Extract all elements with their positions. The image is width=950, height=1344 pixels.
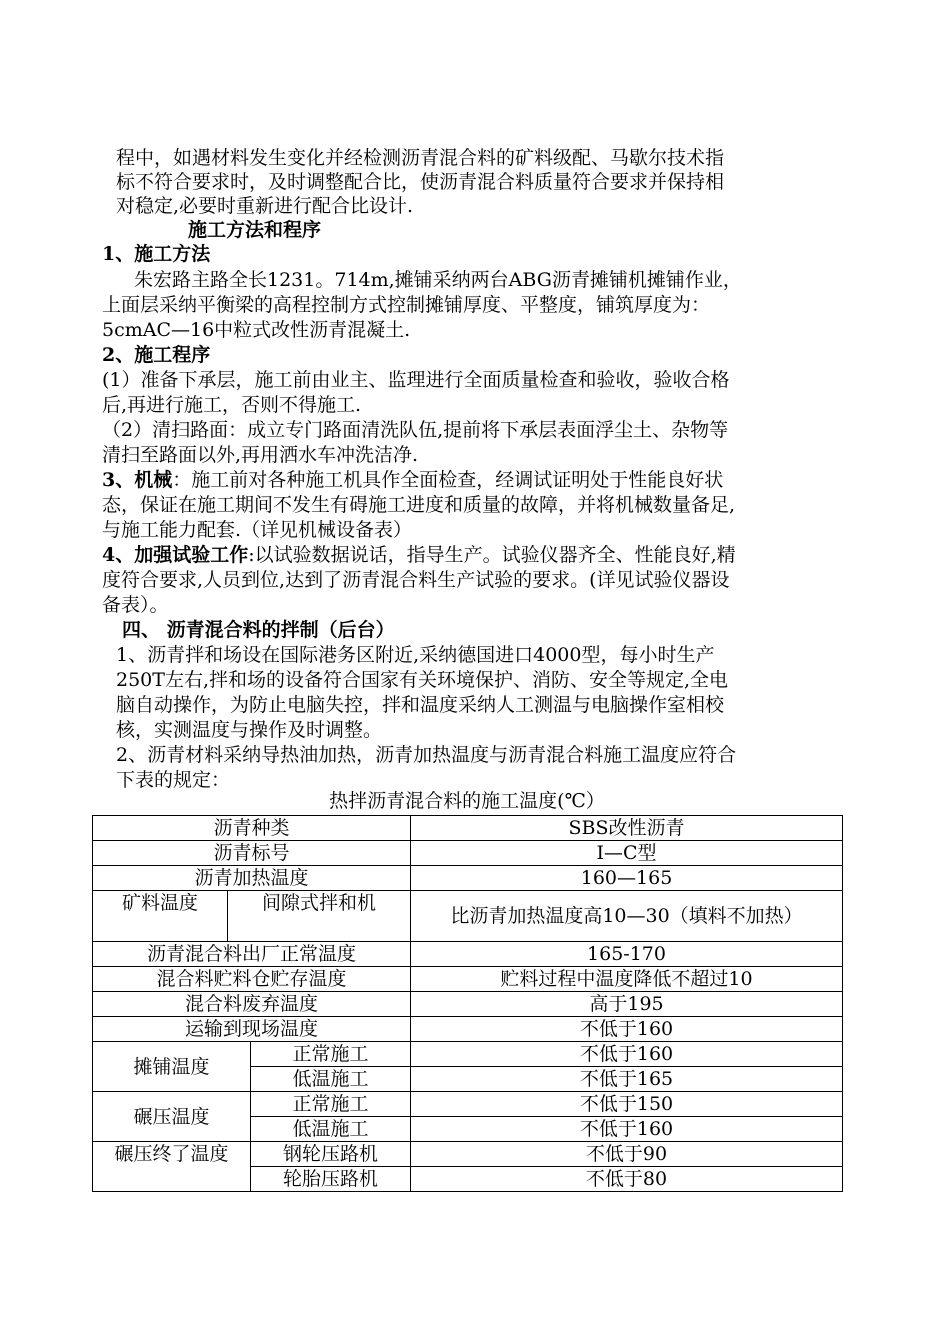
text-line xyxy=(102,468,723,492)
table-cell: 间隙式拌和机 xyxy=(228,891,411,942)
table-cell: 钢轮压路机 xyxy=(251,1142,411,1167)
table-row xyxy=(93,1042,843,1067)
table-cell: 高于195 xyxy=(411,992,843,1017)
table-cell: 不低于160 xyxy=(411,1017,843,1042)
subsection-heading: 2、施工程序 xyxy=(102,344,211,366)
text-line: 对稳定,必要时重新进行配合比设计. xyxy=(116,195,414,217)
table-cell: 沥青加热温度 xyxy=(93,866,411,891)
subsection-heading: 1、施工方法 xyxy=(102,243,211,265)
table-cell: 混合料废弃温度 xyxy=(93,992,411,1017)
text-line: 1、沥青拌和场设在国际港务区附近,采纳德国进口4000型，每小时生产 xyxy=(116,644,715,666)
text-line xyxy=(102,543,736,567)
table-cell: 碾压温度 xyxy=(93,1092,251,1142)
section-heading: 施工方法和程序 xyxy=(188,219,322,241)
text-line: 下表的规定： xyxy=(116,769,231,791)
table-cell: 摊铺温度 xyxy=(93,1042,251,1092)
table-row xyxy=(93,1092,843,1117)
table-cell: SBS改性沥青 xyxy=(411,816,843,841)
table-row xyxy=(93,866,843,891)
inline-text: :以试验数据说话，指导生产。试验仪器齐全、性能良好,精 xyxy=(248,544,736,566)
table-caption: 热拌沥青混合料的施工温度(℃） xyxy=(329,790,605,812)
table-cell: 160—165 xyxy=(411,866,843,891)
table-cell: 正常施工 xyxy=(251,1042,411,1067)
text-line: 后,再进行施工，否则不得施工. xyxy=(102,394,362,416)
text-line: 核，实测温度与操作及时调整。 xyxy=(116,719,383,741)
table-cell: I—C型 xyxy=(411,841,843,866)
table-row xyxy=(93,891,843,942)
table-cell: 正常施工 xyxy=(251,1092,411,1117)
text-line: 备表）。 xyxy=(102,594,169,616)
inline-heading: 4、加强试验工作 xyxy=(102,544,249,566)
table-row xyxy=(93,992,843,1017)
text-line: 清扫至路面以外,再用洒水车冲洗洁净. xyxy=(102,444,419,466)
text-line: 250T左右,拌和场的设备符合国家有关环境保护、消防、安全等规定,全电 xyxy=(116,669,729,691)
text-line: 朱宏路主路全长1231。714m,摊铺采纳两台ABG沥青摊铺机摊铺作业， xyxy=(134,269,742,291)
table-cell: 混合料贮料仓贮存温度 xyxy=(93,967,411,992)
text-line: 2、沥青材料采纳导热油加热，沥青加热温度与沥青混合料施工温度应符合 xyxy=(116,744,737,766)
table-cell: 不低于160 xyxy=(411,1042,843,1067)
table-cell: 碾压终了温度 xyxy=(93,1142,251,1192)
text-line: 度符合要求,人员到位,达到了沥青混合料生产试验的要求。(详见试验仪器设 xyxy=(102,569,730,591)
table-cell: 不低于165 xyxy=(411,1067,843,1092)
table-row xyxy=(93,1142,843,1167)
table-row xyxy=(93,841,843,866)
table-cell: 轮胎压路机 xyxy=(251,1167,411,1192)
table-cell: 不低于160 xyxy=(411,1117,843,1142)
text-line: 上面层采纳平衡梁的高程控制方式控制摊铺厚度、平整度，铺筑厚度为： xyxy=(102,294,711,316)
temperature-table xyxy=(92,815,843,1192)
table-row xyxy=(93,942,843,967)
table-cell: 贮料过程中温度降低不超过10 xyxy=(411,967,843,992)
text-line: (1）准备下承层，施工前由业主、监理进行全面质量检查和验收，验收合格 xyxy=(102,369,730,391)
table-row xyxy=(93,816,843,841)
text-line: 5cmAC—16中粒式改性沥青混凝土. xyxy=(102,319,411,341)
table-row xyxy=(93,967,843,992)
table-cell: 不低于80 xyxy=(411,1167,843,1192)
text-line: 程中，如遇材料发生变化并经检测沥青混合料的矿料级配、马歇尔技术指 xyxy=(116,147,725,169)
table-cell: 沥青种类 xyxy=(93,816,411,841)
table-row xyxy=(93,1017,843,1042)
table-cell: 矿料温度 xyxy=(93,891,228,942)
text-line: 与施工能力配套.（详见机械设备表） xyxy=(102,519,413,541)
table-cell: 低温施工 xyxy=(251,1117,411,1142)
table-cell: 低温施工 xyxy=(251,1067,411,1092)
text-line: 态，保证在施工期间不发生有碍施工进度和质量的故障，并将机械数量备足, xyxy=(102,494,736,516)
table-cell: 沥青标号 xyxy=(93,841,411,866)
section-heading: 四、 沥青混合料的拌制（后台） xyxy=(122,619,395,641)
text-line: （2）清扫路面：成立专门路面清洗队伍,提前将下承层表面浮尘土、杂物等 xyxy=(102,419,729,441)
table-cell: 不低于150 xyxy=(411,1092,843,1117)
text-line: 脑自动操作，为防止电脑失控，拌和温度采纳人工测温与电脑操作室相校 xyxy=(116,694,725,716)
table-cell: 比沥青加热温度高10—30（填料不加热） xyxy=(411,891,843,942)
table-cell: 165-170 xyxy=(411,942,843,967)
table-cell: 沥青混合料出厂正常温度 xyxy=(93,942,411,967)
table-cell: 运输到现场温度 xyxy=(93,1017,411,1042)
inline-heading: 3、机械 xyxy=(102,469,173,491)
table-cell: 不低于90 xyxy=(411,1142,843,1167)
inline-text: ：施工前对各种施工机具作全面检查，经调试证明处于性能良好状 xyxy=(172,469,724,491)
text-line: 标不符合要求时，及时调整配合比，使沥青混合料质量符合要求并保持相 xyxy=(116,171,725,193)
